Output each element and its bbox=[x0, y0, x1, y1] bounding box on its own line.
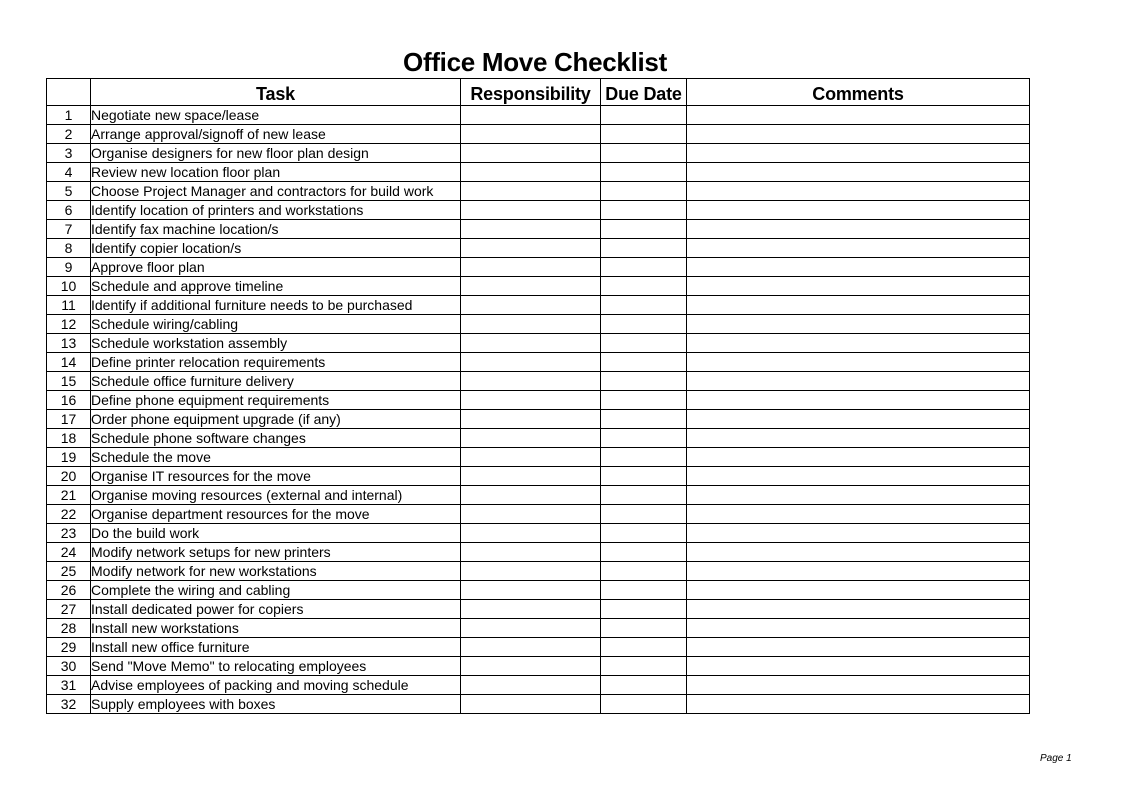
due-date-cell[interactable] bbox=[601, 429, 687, 448]
row-number: 16 bbox=[47, 391, 91, 410]
task-cell: Modify network for new workstations bbox=[91, 562, 461, 581]
responsibility-cell[interactable] bbox=[461, 695, 601, 714]
task-cell: Choose Project Manager and contractors for build work bbox=[91, 182, 461, 201]
due-date-cell[interactable] bbox=[601, 676, 687, 695]
task-cell: Identify location of printers and workstations bbox=[91, 201, 461, 220]
responsibility-cell[interactable] bbox=[461, 543, 601, 562]
task-cell: Schedule and approve timeline bbox=[91, 277, 461, 296]
table-row bbox=[47, 277, 1030, 296]
table-row bbox=[47, 239, 1030, 258]
comments-cell[interactable] bbox=[687, 410, 1030, 429]
due-date-cell[interactable] bbox=[601, 486, 687, 505]
table-row bbox=[47, 600, 1030, 619]
row-number: 12 bbox=[47, 315, 91, 334]
due-date-cell[interactable] bbox=[601, 163, 687, 182]
row-number: 20 bbox=[47, 467, 91, 486]
checklist-table bbox=[46, 78, 1030, 714]
page-number: Page 1 bbox=[1040, 753, 1072, 764]
row-number: 2 bbox=[47, 125, 91, 144]
table-row bbox=[47, 296, 1030, 315]
task-cell: Organise designers for new floor plan design bbox=[91, 144, 461, 163]
row-number: 23 bbox=[47, 524, 91, 543]
due-date-cell[interactable] bbox=[601, 657, 687, 676]
responsibility-cell[interactable] bbox=[461, 239, 601, 258]
responsibility-cell[interactable] bbox=[461, 524, 601, 543]
table-row bbox=[47, 315, 1030, 334]
row-number: 21 bbox=[47, 486, 91, 505]
responsibility-cell[interactable] bbox=[461, 125, 601, 144]
responsibility-cell[interactable] bbox=[461, 581, 601, 600]
task-cell: Identify if additional furniture needs to be purchased bbox=[91, 296, 461, 315]
responsibility-cell[interactable] bbox=[461, 391, 601, 410]
due-date-cell[interactable] bbox=[601, 106, 687, 125]
due-date-cell[interactable] bbox=[601, 638, 687, 657]
comments-cell[interactable] bbox=[687, 296, 1030, 315]
responsibility-cell[interactable] bbox=[461, 201, 601, 220]
responsibility-cell[interactable] bbox=[461, 638, 601, 657]
due-date-cell[interactable] bbox=[601, 334, 687, 353]
row-number: 6 bbox=[47, 201, 91, 220]
due-date-cell[interactable] bbox=[601, 505, 687, 524]
comments-cell[interactable] bbox=[687, 239, 1030, 258]
responsibility-cell[interactable] bbox=[461, 505, 601, 524]
responsibility-cell[interactable] bbox=[461, 296, 601, 315]
due-date-cell[interactable] bbox=[601, 220, 687, 239]
row-number: 14 bbox=[47, 353, 91, 372]
task-cell: Install new workstations bbox=[91, 619, 461, 638]
due-date-cell[interactable] bbox=[601, 182, 687, 201]
task-cell: Modify network setups for new printers bbox=[91, 543, 461, 562]
due-date-cell[interactable] bbox=[601, 562, 687, 581]
responsibility-cell[interactable] bbox=[461, 448, 601, 467]
table-row bbox=[47, 353, 1030, 372]
table-row bbox=[47, 201, 1030, 220]
comments-cell[interactable] bbox=[687, 657, 1030, 676]
task-cell: Complete the wiring and cabling bbox=[91, 581, 461, 600]
comments-cell[interactable] bbox=[687, 600, 1030, 619]
responsibility-cell[interactable] bbox=[461, 334, 601, 353]
table-row bbox=[47, 657, 1030, 676]
header-due-date: Due Date bbox=[601, 79, 687, 106]
comments-cell[interactable] bbox=[687, 201, 1030, 220]
responsibility-cell[interactable] bbox=[461, 486, 601, 505]
row-number: 5 bbox=[47, 182, 91, 201]
table-row bbox=[47, 144, 1030, 163]
table-row bbox=[47, 106, 1030, 125]
responsibility-cell[interactable] bbox=[461, 220, 601, 239]
table-row bbox=[47, 543, 1030, 562]
row-number: 18 bbox=[47, 429, 91, 448]
comments-cell[interactable] bbox=[687, 106, 1030, 125]
comments-cell[interactable] bbox=[687, 372, 1030, 391]
comments-cell[interactable] bbox=[687, 182, 1030, 201]
task-cell: Send "Move Memo" to relocating employees bbox=[91, 657, 461, 676]
task-cell: Approve floor plan bbox=[91, 258, 461, 277]
table-row bbox=[47, 638, 1030, 657]
table-row bbox=[47, 448, 1030, 467]
due-date-cell[interactable] bbox=[601, 296, 687, 315]
row-number: 24 bbox=[47, 543, 91, 562]
page-title: Office Move Checklist bbox=[403, 47, 667, 77]
comments-cell[interactable] bbox=[687, 676, 1030, 695]
row-number: 8 bbox=[47, 239, 91, 258]
task-cell: Install new office furniture bbox=[91, 638, 461, 657]
header-responsibility: Responsibility bbox=[461, 79, 601, 106]
table-row bbox=[47, 220, 1030, 239]
task-cell: Schedule phone software changes bbox=[91, 429, 461, 448]
due-date-cell[interactable] bbox=[601, 619, 687, 638]
table-row bbox=[47, 524, 1030, 543]
responsibility-cell[interactable] bbox=[461, 619, 601, 638]
task-cell: Schedule the move bbox=[91, 448, 461, 467]
comments-cell[interactable] bbox=[687, 486, 1030, 505]
comments-cell[interactable] bbox=[687, 581, 1030, 600]
row-number: 9 bbox=[47, 258, 91, 277]
responsibility-cell[interactable] bbox=[461, 372, 601, 391]
comments-cell[interactable] bbox=[687, 125, 1030, 144]
responsibility-cell[interactable] bbox=[461, 657, 601, 676]
comments-cell[interactable] bbox=[687, 448, 1030, 467]
due-date-cell[interactable] bbox=[601, 448, 687, 467]
responsibility-cell[interactable] bbox=[461, 410, 601, 429]
row-number: 10 bbox=[47, 277, 91, 296]
due-date-cell[interactable] bbox=[601, 201, 687, 220]
comments-cell[interactable] bbox=[687, 144, 1030, 163]
comments-cell[interactable] bbox=[687, 334, 1030, 353]
responsibility-cell[interactable] bbox=[461, 562, 601, 581]
task-cell: Define printer relocation requirements bbox=[91, 353, 461, 372]
responsibility-cell[interactable] bbox=[461, 676, 601, 695]
table-row bbox=[47, 467, 1030, 486]
due-date-cell[interactable] bbox=[601, 277, 687, 296]
table-row bbox=[47, 562, 1030, 581]
comments-cell[interactable] bbox=[687, 543, 1030, 562]
row-number: 19 bbox=[47, 448, 91, 467]
comments-cell[interactable] bbox=[687, 258, 1030, 277]
row-number: 27 bbox=[47, 600, 91, 619]
responsibility-cell[interactable] bbox=[461, 315, 601, 334]
header-number bbox=[47, 79, 91, 106]
row-number: 25 bbox=[47, 562, 91, 581]
responsibility-cell[interactable] bbox=[461, 277, 601, 296]
due-date-cell[interactable] bbox=[601, 144, 687, 163]
row-number: 32 bbox=[47, 695, 91, 714]
task-cell: Organise moving resources (external and internal) bbox=[91, 486, 461, 505]
row-number: 11 bbox=[47, 296, 91, 315]
comments-cell[interactable] bbox=[687, 638, 1030, 657]
due-date-cell[interactable] bbox=[601, 372, 687, 391]
table-row bbox=[47, 163, 1030, 182]
table-row bbox=[47, 334, 1030, 353]
row-number: 7 bbox=[47, 220, 91, 239]
row-number: 1 bbox=[47, 106, 91, 125]
table-row bbox=[47, 258, 1030, 277]
row-number: 4 bbox=[47, 163, 91, 182]
responsibility-cell[interactable] bbox=[461, 182, 601, 201]
comments-cell[interactable] bbox=[687, 315, 1030, 334]
task-cell: Arrange approval/signoff of new lease bbox=[91, 125, 461, 144]
task-cell: Identify fax machine location/s bbox=[91, 220, 461, 239]
table-row bbox=[47, 182, 1030, 201]
responsibility-cell[interactable] bbox=[461, 429, 601, 448]
comments-cell[interactable] bbox=[687, 277, 1030, 296]
row-number: 29 bbox=[47, 638, 91, 657]
task-cell: Define phone equipment requirements bbox=[91, 391, 461, 410]
task-cell: Supply employees with boxes bbox=[91, 695, 461, 714]
comments-cell[interactable] bbox=[687, 619, 1030, 638]
row-number: 13 bbox=[47, 334, 91, 353]
responsibility-cell[interactable] bbox=[461, 163, 601, 182]
row-number: 30 bbox=[47, 657, 91, 676]
task-cell: Negotiate new space/lease bbox=[91, 106, 461, 125]
task-cell: Schedule office furniture delivery bbox=[91, 372, 461, 391]
due-date-cell[interactable] bbox=[601, 258, 687, 277]
table-row bbox=[47, 410, 1030, 429]
due-date-cell[interactable] bbox=[601, 581, 687, 600]
task-cell: Do the build work bbox=[91, 524, 461, 543]
table-row bbox=[47, 372, 1030, 391]
due-date-cell[interactable] bbox=[601, 353, 687, 372]
header-row bbox=[47, 79, 1030, 106]
row-number: 15 bbox=[47, 372, 91, 391]
due-date-cell[interactable] bbox=[601, 524, 687, 543]
header-task: Task bbox=[91, 79, 461, 106]
due-date-cell[interactable] bbox=[601, 467, 687, 486]
comments-cell[interactable] bbox=[687, 353, 1030, 372]
row-number: 31 bbox=[47, 676, 91, 695]
header-comments: Comments bbox=[687, 79, 1030, 106]
task-cell: Order phone equipment upgrade (if any) bbox=[91, 410, 461, 429]
task-cell: Schedule workstation assembly bbox=[91, 334, 461, 353]
task-cell: Review new location floor plan bbox=[91, 163, 461, 182]
task-cell: Schedule wiring/cabling bbox=[91, 315, 461, 334]
responsibility-cell[interactable] bbox=[461, 600, 601, 619]
row-number: 22 bbox=[47, 505, 91, 524]
due-date-cell[interactable] bbox=[601, 600, 687, 619]
comments-cell[interactable] bbox=[687, 505, 1030, 524]
due-date-cell[interactable] bbox=[601, 125, 687, 144]
responsibility-cell[interactable] bbox=[461, 258, 601, 277]
table-row bbox=[47, 505, 1030, 524]
table-row bbox=[47, 429, 1030, 448]
table-row bbox=[47, 619, 1030, 638]
task-cell: Identify copier location/s bbox=[91, 239, 461, 258]
due-date-cell[interactable] bbox=[601, 391, 687, 410]
responsibility-cell[interactable] bbox=[461, 353, 601, 372]
comments-cell[interactable] bbox=[687, 220, 1030, 239]
table-row bbox=[47, 695, 1030, 714]
due-date-cell[interactable] bbox=[601, 410, 687, 429]
comments-cell[interactable] bbox=[687, 695, 1030, 714]
table-row bbox=[47, 391, 1030, 410]
task-cell: Install dedicated power for copiers bbox=[91, 600, 461, 619]
comments-cell[interactable] bbox=[687, 524, 1030, 543]
responsibility-cell[interactable] bbox=[461, 144, 601, 163]
comments-cell[interactable] bbox=[687, 467, 1030, 486]
responsibility-cell[interactable] bbox=[461, 106, 601, 125]
table-row bbox=[47, 581, 1030, 600]
row-number: 28 bbox=[47, 619, 91, 638]
comments-cell[interactable] bbox=[687, 163, 1030, 182]
responsibility-cell[interactable] bbox=[461, 467, 601, 486]
due-date-cell[interactable] bbox=[601, 315, 687, 334]
row-number: 3 bbox=[47, 144, 91, 163]
table-row bbox=[47, 125, 1030, 144]
due-date-cell[interactable] bbox=[601, 695, 687, 714]
due-date-cell[interactable] bbox=[601, 239, 687, 258]
comments-cell[interactable] bbox=[687, 562, 1030, 581]
row-number: 17 bbox=[47, 410, 91, 429]
due-date-cell[interactable] bbox=[601, 543, 687, 562]
comments-cell[interactable] bbox=[687, 429, 1030, 448]
row-number: 26 bbox=[47, 581, 91, 600]
task-cell: Organise department resources for the move bbox=[91, 505, 461, 524]
table-row bbox=[47, 676, 1030, 695]
comments-cell[interactable] bbox=[687, 391, 1030, 410]
task-cell: Organise IT resources for the move bbox=[91, 467, 461, 486]
task-cell: Advise employees of packing and moving schedule bbox=[91, 676, 461, 695]
table-row bbox=[47, 486, 1030, 505]
